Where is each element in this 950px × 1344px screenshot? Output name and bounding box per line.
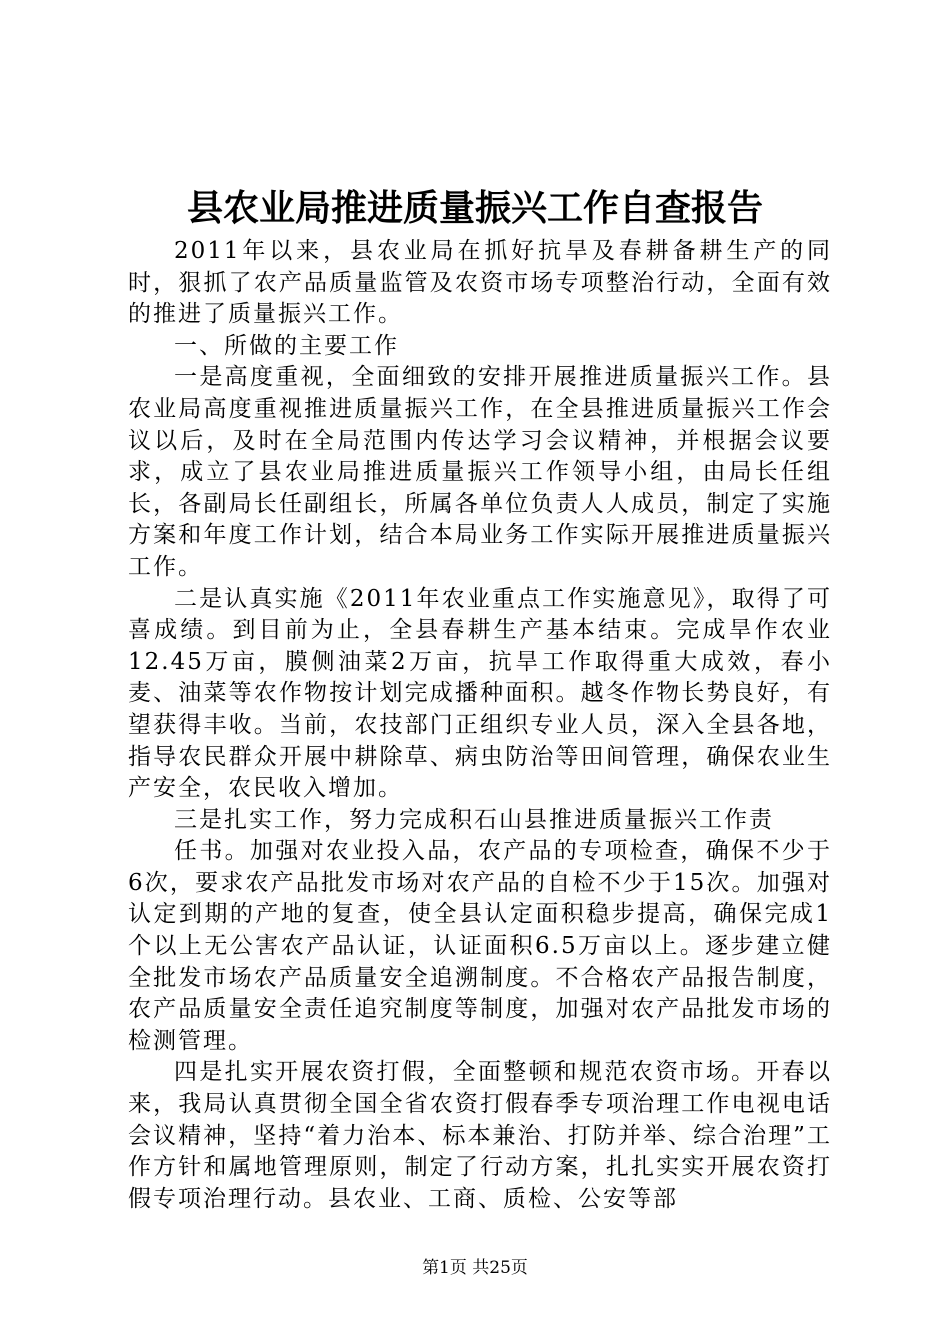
- paragraph-item-2: 二是认真实施《2011年农业重点工作实施意见》，取得了可喜成绩。到目前为止，全县春耕生产基本结束。完成旱作农业12.45万亩，膜侧油菜2万亩，抗旱工作取得重大成效，春小麦、油菜等农作物按计划完成播种面积。越冬作物长势良好，有望获得丰收。当前，农技部门正组织专业人员，深入全县各地，指导农民群众开展中耕除草、病虫防治等田间管理，确保农业生产安全，农民收入增加。: [128, 585, 832, 802]
- document-body: [128, 236, 832, 1215]
- page-number-footer: 第1页 共25页: [422, 1258, 528, 1278]
- paragraph-intro: 2011年以来，县农业局在抓好抗旱及春耕备耕生产的同时，狠抓了农产品质量监管及农资市场专项整治行动，全面有效的推进了质量振兴工作。: [128, 238, 832, 328]
- section-heading: 一、所做的主要工作: [174, 332, 399, 359]
- document-title: 县农业局推进质量振兴工作自查报告: [186, 187, 763, 229]
- paragraph-item-1: 一是高度重视，全面细致的安排开展推进质量振兴工作。县农业局高度重视推进质量振兴工作，在全县推进质量振兴工作会议以后，及时在全局范围内传达学习会议精神，并根据会议要求，成立了县农业局推进质量振兴工作领导小组，由局长任组长，各副局长任副组长，所属各单位负责人人成员，制定了实施方案和年度工作计划，结合本局业务工作实际开展推进质量振兴工作。: [128, 364, 832, 580]
- paragraph-item-4: 四是扎实开展农资打假，全面整顿和规范农资市场。开春以来，我局认真贯彻全国全省农资打假春季专项治理工作电视电话会议精神，坚持“着力治本、标本兼治、打防并举、综合治理”工作方针和属地管理原则，制定了行动方案，扎扎实实开展农资打假专项治理行动。县农业、工商、质检、公安等部: [128, 1059, 832, 1212]
- paragraph-item-3-continued: 任书。加强对农业投入品，农产品的专项检查，确保不少于6次，要求农产品批发市场对农产品的自检不少于15次。加强对认定到期的产地的复查，使全县认定面积稳步提高，确保完成1个以上无公害农产品认证，认证面积6.5万亩以上。逐步建立健全批发市场农产品质量安全追溯制度。不合格农产品报告制度，农产品质量安全责任追究制度等制度，加强对农产品批发市场的检测管理。: [128, 838, 832, 1054]
- paragraph-item-3: 三是扎实工作，努力完成积石山县推进质量振兴工作责: [174, 806, 774, 833]
